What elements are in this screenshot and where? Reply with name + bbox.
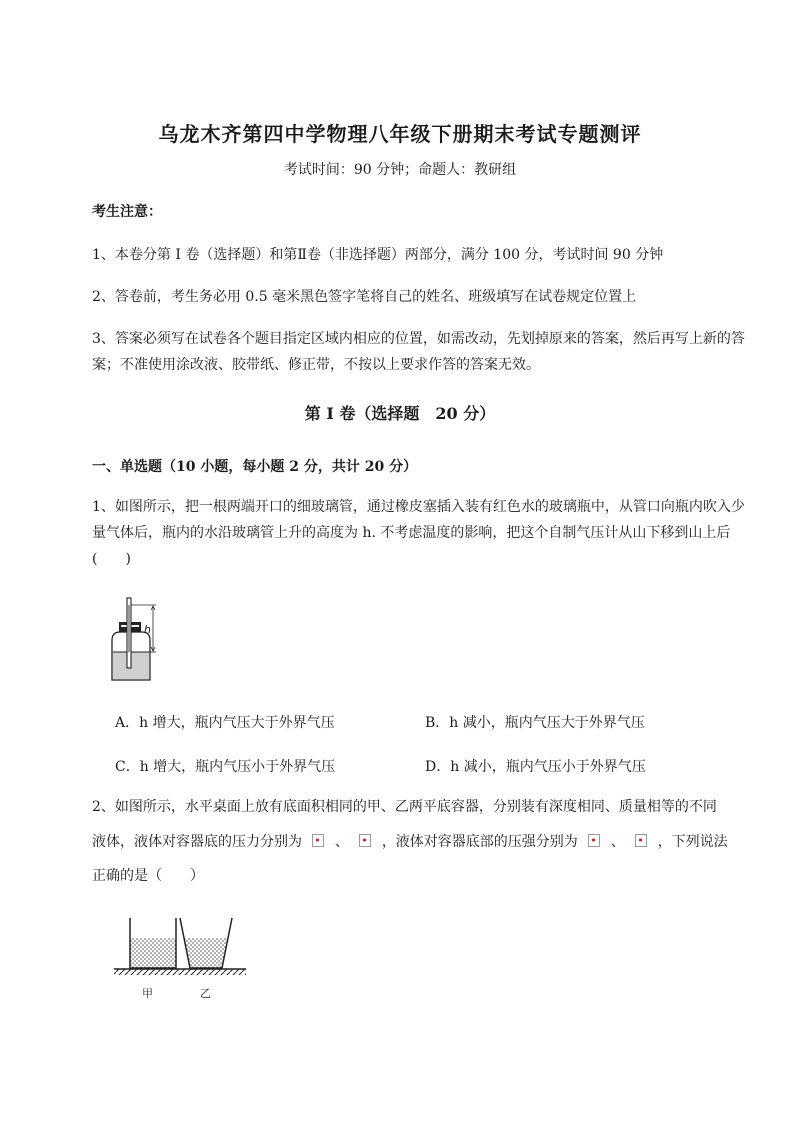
separator: 、	[334, 834, 349, 850]
figure-label-jia: 甲	[142, 987, 153, 1000]
question-2-text-c: ，下列说法	[657, 834, 728, 850]
question-2-text-a: 液体，液体对容器底的压力分别为	[92, 834, 302, 850]
exam-info: 考试时间：90 分钟；命题人：教研组	[283, 162, 517, 178]
question-2-line-3: 正确的是（ ）	[92, 868, 204, 884]
section-title: 第 I 卷（选择题 20 分）	[304, 404, 496, 423]
broken-image-icon	[635, 834, 647, 847]
question-2-line-2	[92, 829, 752, 855]
notice-item-1: 1、本卷分第 I 卷（选择题）和第Ⅱ卷（非选择题）两部分，满分 100 分，考试时间 90 分钟	[92, 247, 664, 263]
containers-figure	[110, 912, 250, 978]
notice-item-3: 3、答案必须写在试卷各个题目指定区域内相应的位置，如需改动，先划掉原来的答案，然后再写上新的答案；不准使用涂改液、胶带纸、修正带，不按以上要求作答的答案无效。	[92, 331, 745, 373]
separator: 、	[610, 834, 625, 850]
part-heading: 一、单选题（10 小题，每小题 2 分，共计 20 分）	[92, 459, 418, 475]
question-2-text-b: ，液体对容器底部的压强分别为	[381, 834, 578, 850]
figure-label-h: h	[144, 623, 151, 636]
figure-label-yi: 乙	[200, 987, 211, 1000]
notice-heading: 考生注意：	[92, 204, 162, 220]
broken-image-icon	[359, 834, 371, 847]
option-d[interactable]: D．h 减小，瓶内气压小于外界气压	[425, 759, 646, 775]
question-2-line-1: 2、如图所示，水平桌面上放有底面积相同的甲、乙两平底容器，分别装有深度相同、质量相等的不同	[92, 799, 717, 815]
notice-item-2: 2、答卷前，考生务必用 0.5 毫米黑色签字笔将自己的姓名、班级填写在试卷规定位置上	[92, 289, 637, 305]
barometer-figure	[104, 596, 168, 686]
option-a[interactable]: A．h 增大，瓶内气压大于外界气压	[115, 715, 335, 731]
question-1-stem: 1、如图所示，把一根两端开口的细玻璃管，通过橡皮塞插入装有红色水的玻璃瓶中，从管口向瓶内吹入少量气体后，瓶内的水沿玻璃管上升的高度为 h. 不考虑温度的影响，把这个自制气压计从山下移到山上后( )	[92, 499, 745, 567]
broken-image-icon	[588, 834, 600, 847]
option-b[interactable]: B．h 减小，瓶内气压大于外界气压	[425, 715, 645, 731]
page-title: 乌龙木齐第四中学物理八年级下册期末考试专题测评	[158, 122, 642, 146]
broken-image-icon	[312, 834, 324, 847]
option-c[interactable]: C．h 增大，瓶内气压小于外界气压	[115, 759, 336, 775]
